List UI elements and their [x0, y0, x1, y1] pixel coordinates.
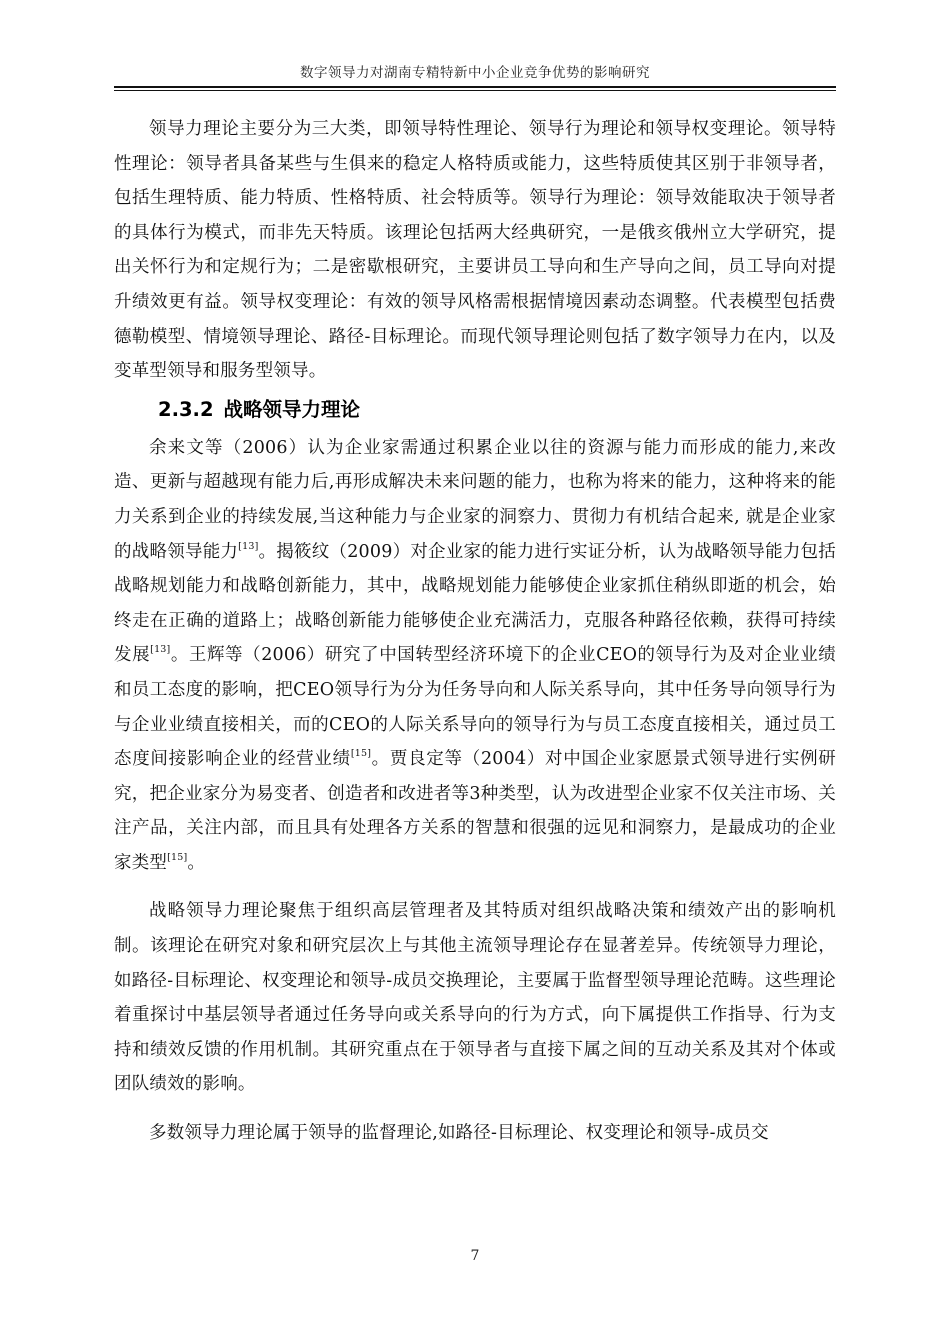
section-number: 2.3.2	[158, 397, 214, 421]
header-rule	[114, 86, 836, 88]
paragraph-literature-review	[114, 431, 836, 881]
citation: [13]	[238, 540, 259, 552]
paragraph-supervisory-theories: 多数领导力理论属于领导的监督理论,如路径-目标理论、权变理论和领导-成员交	[149, 1123, 769, 1144]
citation: [13]	[150, 644, 171, 656]
running-header: 数字领导力对湖南专精特新中小企业竞争优势的影响研究	[300, 65, 650, 81]
page-number: 7	[470, 1248, 480, 1264]
paragraph-text: 。王辉等（2006）研究了中国转型经济环境下的企业CEO的领导行为及对企业业绩和员工态度的影响，把CEO领导行为分为任务导向和人际关系导向，其中任务导向领导行为与企业业绩直接相关，而的CEO的人际关系导向的领导行为与员工态度直接相关，通过员工态度间接影响企业的经营业绩	[114, 645, 836, 770]
citation: [15]	[350, 748, 372, 760]
paragraph-text: 。贾良定等（2004）对中国企业家愿景式领导进行实例研究，把企业家分为易变者、创造者和改进者等3种类型，认为改进型企业家不仅关注市场、关注产品，关注内部，而且具有处理各方关系的智慧和很强的远见和洞察力，是最成功的企业家类型	[114, 749, 836, 873]
paragraph-spacer	[114, 1102, 836, 1116]
paragraph-text: 。揭筱纹（2009）对企业家的能力进行实证分析，认为战略领导能力包括战略规划能力和战略创新能力，其中，战略规划能力能够使企业家抓住稍纵即逝的机会，始终走在正确的道路上；战略创新能力能够使企业充满活力，克服各种路径依赖，获得可持续发展	[114, 541, 836, 666]
header-rule-thin	[114, 90, 836, 91]
paragraph-text: 余来文等（2006）认为企业家需通过积累企业以往的资源与能力而形成的能力,来改造、更新与超越现有能力后,再形成解决未来问题的能力，也称为将来的能力，这种将来的能力关系到企业的持续发展,当这种能力与企业家的洞察力、贯彻力有机结合起来, 就是企业家的战略领导能力	[114, 437, 836, 562]
paragraph-strategic-leadership: 战略领导力理论聚焦于组织高层管理者及其特质对组织战略决策和绩效产出的影响机制。该理论在研究对象和研究层次上与其他主流领导理论存在显著差异。传统领导力理论，如路径-目标理论、权变理论和领导-成员交换理论，主要属于监督型领导理论范畴。这些理论着重探讨中基层领导者通过任务导向或关系导向的行为方式，向下属提供工作指导、行为支持和绩效反馈的作用机制。其研究重点在于领导者与直接下属之间的互动关系及其对个体或团队绩效的影响。	[114, 901, 836, 1095]
paragraph-text: 。	[187, 852, 206, 873]
section-heading	[114, 393, 836, 427]
paragraph-spacer	[114, 880, 836, 894]
section-title: 战略领导力理论	[223, 397, 361, 421]
body-text	[114, 112, 836, 1151]
paragraph-leadership-theories: 领导力理论主要分为三大类，即领导特性理论、领导行为理论和领导权变理论。领导特性理论：领导者具备某些与生俱来的稳定人格特质或能力，这些特质使其区别于非领导者，包括生理特质、能力特质、性格特质、社会特质等。领导行为理论：领导效能取决于领导者的具体行为模式，而非先天特质。该理论包括两大经典研究，一是俄亥俄州立大学研究，提出关怀行为和定规行为；二是密歇根研究，主要讲员工导向和生产导向之间，员工导向对提升绩效更有益。领导权变理论：有效的领导风格需根据情境因素动态调整。代表模型包括费德勒模型、情境领导理论、路径-目标理论。而现代领导理论则包括了数字领导力在内，以及变革型领导和服务型领导。	[114, 119, 836, 382]
citation: [15]	[167, 851, 188, 863]
